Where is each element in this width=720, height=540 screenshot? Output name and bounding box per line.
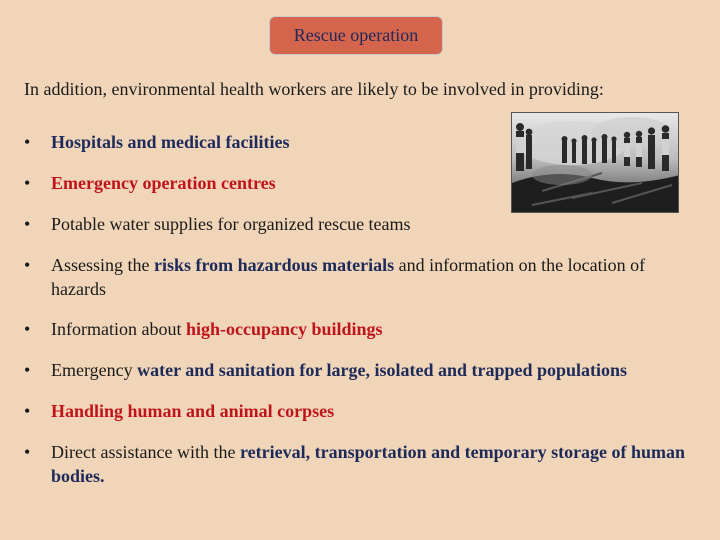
bullet-text: [51, 358, 627, 382]
list-item: [24, 317, 383, 341]
list-item: [24, 171, 276, 195]
bullet-segment: Information about: [51, 319, 186, 339]
bullet-segment: high-occupancy buildings: [185, 319, 383, 339]
slide-title-box: [269, 16, 443, 55]
bullet-dot: •: [24, 173, 31, 193]
bullet-text: [51, 440, 696, 488]
bullet-text: [51, 212, 411, 236]
bullet-text: [51, 399, 334, 423]
list-item: [24, 358, 696, 382]
list-item: [24, 130, 290, 154]
bullet-segment: Handling human and animal corpses: [51, 401, 335, 421]
bullet-segment: risks from hazardous materials: [154, 255, 395, 275]
bullet-text: [51, 130, 290, 154]
bullet-segment: Emergency operation centres: [51, 173, 276, 193]
bullet-text: [51, 253, 696, 301]
bullet-segment: Assessing the: [51, 255, 154, 275]
bullet-dot: •: [24, 442, 31, 462]
bullet-segment: Hospitals and medical facilities: [51, 132, 290, 152]
bullet-segment: water and sanitation for large, isolated and trapped populations: [137, 360, 628, 380]
bullet-segment: Emergency: [51, 360, 138, 380]
bullet-segment: Direct assistance with the: [51, 442, 240, 462]
bullet-dot: •: [24, 255, 31, 275]
bullet-segment: and information on the location of hazards: [51, 255, 646, 299]
bullet-dot: •: [24, 401, 31, 421]
intro-text: In addition, environmental health workers are likely to be involved in providing:: [24, 79, 604, 99]
bullet-dot: •: [24, 319, 31, 339]
bullet-segment: Potable water supplies for organized rescue teams: [51, 214, 411, 234]
bullet-dot: •: [24, 360, 31, 380]
list-item: [24, 212, 411, 236]
bullet-dot: •: [24, 214, 31, 234]
slide-title: Rescue operation: [293, 25, 419, 45]
list-item: [24, 399, 334, 423]
list-item: [24, 440, 696, 488]
bullet-segment: retrieval, transportation and temporary storage of human bodies.: [51, 442, 686, 486]
disaster-scene-photo-icon: [511, 112, 679, 213]
bullet-text: [51, 317, 383, 341]
bullet-text: [51, 171, 276, 195]
bullet-dot: •: [24, 132, 31, 152]
list-item: [24, 253, 696, 301]
